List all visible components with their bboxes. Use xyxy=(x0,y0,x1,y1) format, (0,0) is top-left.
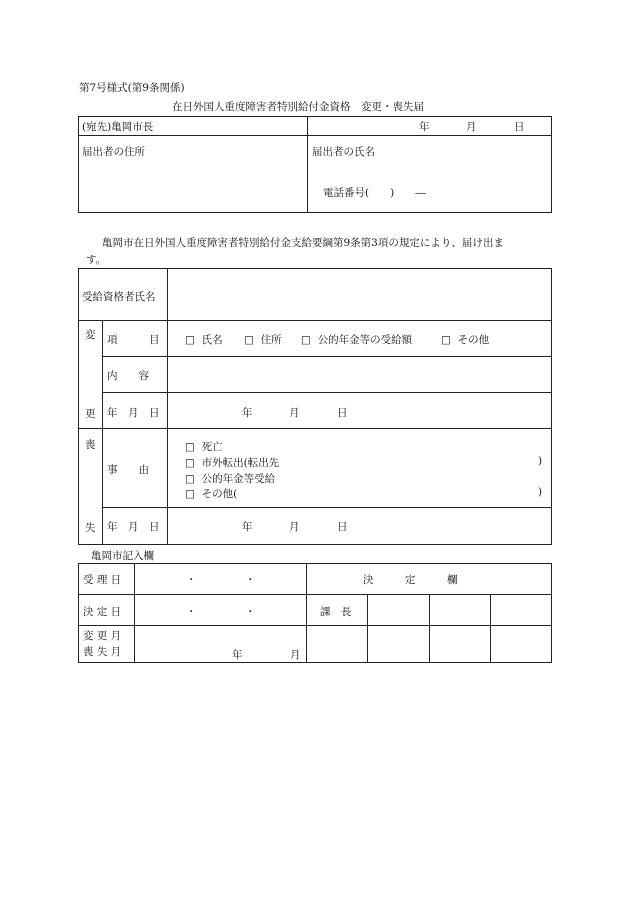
checkbox-icon[interactable]: □ xyxy=(301,334,311,346)
checkbox-icon[interactable]: □ xyxy=(185,334,195,346)
loss-date-label: 年 月 日 xyxy=(107,521,160,533)
loss-month: 月 xyxy=(289,521,300,533)
decided-dot-2: ・ xyxy=(245,606,256,618)
checkbox-icon[interactable]: □ xyxy=(441,334,451,346)
close-paren: ) xyxy=(538,486,543,498)
office-section-title: 亀岡市記入欄 xyxy=(91,550,154,562)
header-month: 月 xyxy=(466,121,477,133)
change-label-top: 変 xyxy=(85,329,96,341)
form-title: 在日外国人重度障害者特別給付金資格 変更・喪失届 xyxy=(172,101,424,113)
reason-label-text: 公的年金等受給 xyxy=(201,473,276,485)
option-label: 氏名 xyxy=(201,334,223,346)
phone-label: 電話番号( ) ― xyxy=(323,187,426,199)
office-month: 月 xyxy=(290,649,301,661)
reason-label: 事 由 xyxy=(107,464,149,476)
received-dot-1: ・ xyxy=(186,574,197,586)
reason-label-text: その他( xyxy=(201,488,238,500)
change-month-label: 変 更 月 xyxy=(83,630,122,642)
checkbox-icon[interactable]: □ xyxy=(185,457,195,469)
change-day: 日 xyxy=(337,407,348,419)
decided-dot-1: ・ xyxy=(186,606,197,618)
reason-pension[interactable] xyxy=(185,471,275,486)
option-label: その他 xyxy=(457,334,490,346)
option-address[interactable] xyxy=(244,332,282,347)
section-chief-label: 課 長 xyxy=(320,606,352,618)
loss-month-label: 喪 失 月 xyxy=(83,646,122,658)
loss-label-bottom: 失 xyxy=(85,522,96,534)
notice-line-1: 亀岡市在日外国人重度障害者特別給付金支給要綱第9条第3項の規定により、届け出ま xyxy=(102,237,504,249)
change-year: 年 xyxy=(242,407,253,419)
change-date-label: 年 月 日 xyxy=(107,407,160,419)
loss-day: 日 xyxy=(337,521,348,533)
decision-title: 決 定 欄 xyxy=(363,574,458,586)
addressee: (宛先)亀岡市長 xyxy=(82,121,154,133)
checkbox-icon[interactable]: □ xyxy=(185,488,195,500)
received-dot-2: ・ xyxy=(245,574,256,586)
reason-death[interactable] xyxy=(185,439,223,454)
option-pension[interactable] xyxy=(301,332,412,347)
form-number: 第7号様式(第9条関係) xyxy=(79,82,185,94)
loss-label-top: 喪 xyxy=(85,439,96,451)
content-label: 内 容 xyxy=(107,370,149,382)
recipient-label: 受給資格者氏名 xyxy=(82,291,156,303)
reason-moved-out[interactable] xyxy=(185,455,279,470)
option-name[interactable] xyxy=(185,332,223,347)
name-label: 届出者の氏名 xyxy=(312,146,375,158)
decided-date-label: 決 定 日 xyxy=(83,606,122,618)
change-label-bottom: 更 xyxy=(85,408,96,420)
option-label: 住所 xyxy=(260,334,282,346)
received-date-label: 受 理 日 xyxy=(83,574,122,586)
address-label: 届出者の住所 xyxy=(82,146,145,158)
header-day: 日 xyxy=(514,121,525,133)
loss-year: 年 xyxy=(242,521,253,533)
office-year: 年 xyxy=(232,649,243,661)
checkbox-icon[interactable]: □ xyxy=(185,473,195,485)
close-paren: ) xyxy=(538,455,543,467)
checkbox-icon[interactable]: □ xyxy=(244,334,254,346)
change-month: 月 xyxy=(289,407,300,419)
option-label: 公的年金等の受給額 xyxy=(317,334,413,346)
notice-line-2: す。 xyxy=(86,254,107,266)
reason-label-text: 市外転出(転出先 xyxy=(201,457,280,469)
checkbox-icon[interactable]: □ xyxy=(185,441,195,453)
item-label: 項 目 xyxy=(107,334,160,346)
reason-other[interactable] xyxy=(185,486,237,501)
option-other[interactable] xyxy=(441,332,489,347)
header-year: 年 xyxy=(419,121,430,133)
reason-label-text: 死亡 xyxy=(201,441,223,453)
